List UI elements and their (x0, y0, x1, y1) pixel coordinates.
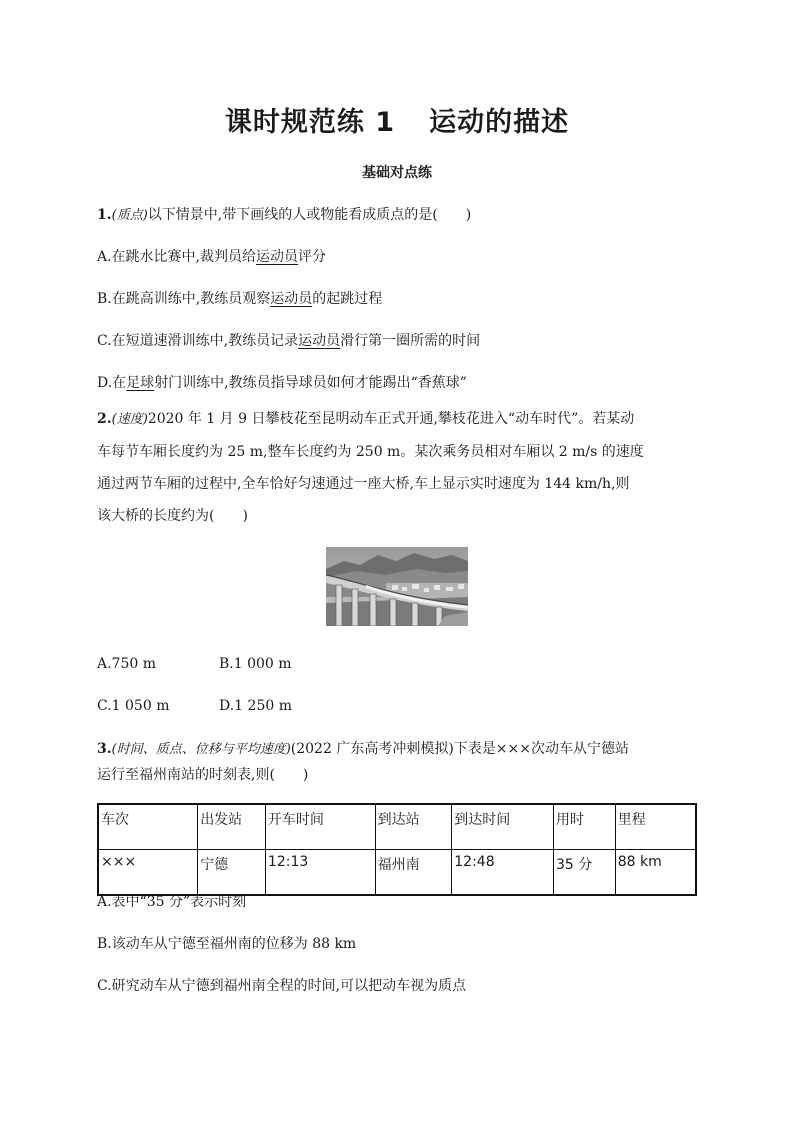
title-topic: 运动的描述 (429, 107, 570, 138)
q2-number: 2. (97, 411, 112, 427)
q1-tag: (质点) (111, 208, 148, 223)
viaduct-photo (326, 547, 468, 626)
q2-tag: (速度) (111, 412, 148, 427)
q2-stem-line-2: 车每节车厢长度约为 25 m,整车长度约为 250 m。某次乘务员相对车厢以 2 m/s 的速度 (97, 444, 644, 460)
q2-stem-line-1: 2.(速度)2020 年 1 月 9 日攀枝花至昆明动车正式开通,攀枝花进入“动车时代”。若某动 (97, 411, 635, 427)
section-heading: 基础对点练 (362, 165, 432, 181)
q2-stem-line-4: 该大桥的长度约为( ) (97, 508, 248, 524)
table-header-cell: 出发站 (198, 804, 266, 850)
q2-option-c[interactable]: C.1 050 m (97, 698, 170, 714)
underlined-term: 运动员 (256, 249, 299, 265)
table-cell: ××× (98, 850, 198, 896)
q3-option-b[interactable]: B.该动车从宁德至福州南的位移为 88 km (97, 936, 357, 952)
q2-options-row-2 (97, 696, 292, 716)
q1-stem (97, 205, 471, 226)
table-header-cell: 开车时间 (265, 804, 375, 850)
table-cell: 88 km (615, 850, 696, 896)
q3-source: (2022 广东高考冲刺模拟) (290, 741, 454, 757)
table-cell: 35 分 (553, 850, 615, 896)
underlined-term: 足球 (126, 375, 155, 391)
q1-text: 以下情景中,带下画线的人或物能看成质点的是( ) (147, 207, 472, 223)
q2-option-a[interactable]: A.750 m (97, 656, 157, 672)
q1-option-d[interactable]: D.在足球射门训练中,教练员指导球员如何才能踢出“香蕉球” (97, 375, 467, 391)
q3-stem-line-2: 运行至福州南站的时刻表,则( ) (97, 767, 309, 783)
q3-number: 3. (97, 741, 112, 757)
q2-stem-line-3: 通过两节车厢的过程中,全车恰好匀速通过一座大桥,车上显示实时速度为 144 km/h,则 (97, 476, 630, 492)
q2-option-b[interactable]: B.1 000 m (219, 656, 292, 672)
table-cell: 宁德 (198, 850, 266, 896)
page-title (0, 100, 794, 139)
q2-option-d[interactable]: D.1 250 m (219, 698, 292, 714)
q3-tag: (时间、质点、位移与平均速度) (111, 742, 291, 757)
q3-stem-line-1: 3.(时间、质点、位移与平均速度)(2022 广东高考冲刺模拟)下表是×××次动车从宁德站 (97, 741, 629, 757)
table-header-cell: 用时 (553, 804, 615, 850)
q1-number: 1. (97, 207, 112, 223)
timetable (97, 803, 697, 896)
table-header-row (98, 804, 696, 850)
table-cell: 福州南 (375, 850, 452, 896)
q1-option-c[interactable]: C.在短道速滑训练中,教练员记录运动员滑行第一圈所需的时间 (97, 333, 481, 349)
q2-options-row-1 (97, 654, 292, 674)
q3-option-c[interactable]: C.研究动车从宁德到福州南全程的时间,可以把动车视为质点 (97, 978, 467, 994)
table-header-cell: 里程 (615, 804, 696, 850)
underlined-term: 运动员 (298, 333, 341, 349)
table-cell: 12:48 (452, 850, 554, 896)
table-header-cell: 到达时间 (452, 804, 554, 850)
table-row (98, 850, 696, 896)
table-header-cell: 到达站 (375, 804, 452, 850)
q1-option-b[interactable]: B.在跳高训练中,教练员观察运动员的起跳过程 (97, 291, 383, 307)
underlined-term: 运动员 (270, 291, 313, 307)
table-header-cell: 车次 (98, 804, 198, 850)
q3-option-a[interactable]: A.表中“35 分”表示时刻 (97, 894, 247, 910)
q1-option-a[interactable]: A.在跳水比赛中,裁判员给运动员评分 (97, 249, 327, 265)
title-lesson: 课时规范练 1 (224, 107, 396, 138)
table-cell: 12:13 (265, 850, 375, 896)
